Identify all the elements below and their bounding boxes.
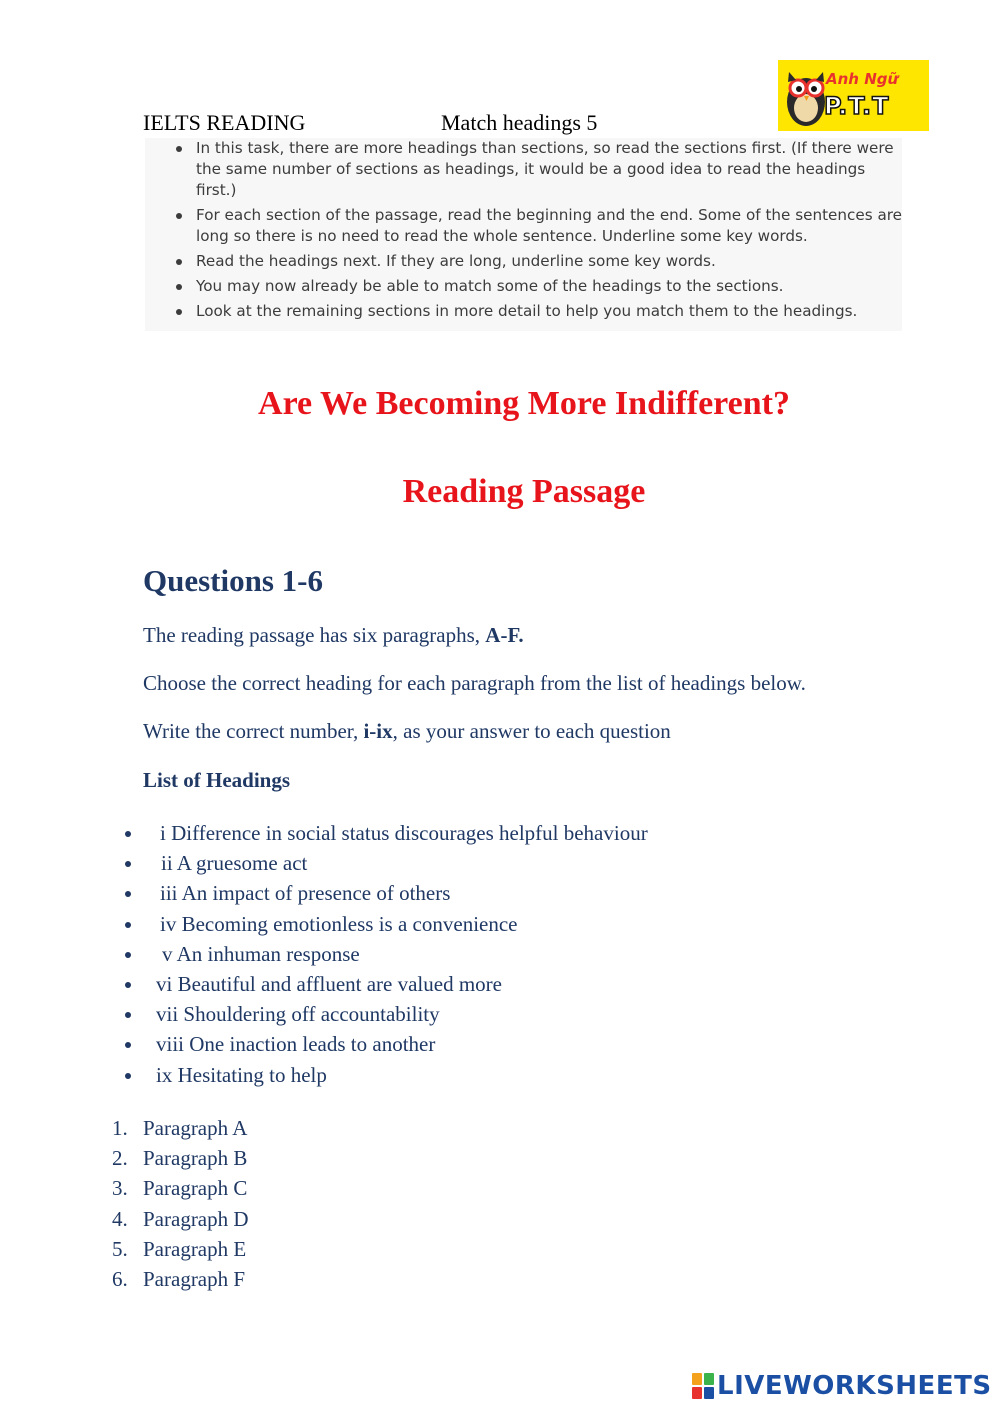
bullet-icon: [125, 982, 131, 988]
write-instruction: [143, 719, 671, 744]
liveworksheets-brand: LIVEWORKSHEETS: [717, 1371, 992, 1401]
question-label: Paragraph B: [143, 1146, 248, 1171]
header-subject: IELTS READING: [143, 110, 306, 135]
intro-text: [143, 623, 524, 648]
write-prefix: Write the correct number,: [143, 719, 364, 743]
intro-prefix: The reading passage has six paragraphs,: [143, 623, 486, 647]
heading-text: vii Shouldering off accountability: [156, 1002, 440, 1027]
intro-bold: A-F.: [485, 623, 524, 647]
logo-brand-text: Anh Ngữ: [826, 70, 899, 88]
liveworksheets-footer[interactable]: [692, 1371, 992, 1401]
ptt-logo: [778, 60, 929, 131]
passage-title: Are We Becoming More Indifferent?: [258, 385, 790, 422]
question-number: 2.: [112, 1146, 128, 1171]
heading-text: viii One inaction leads to another: [156, 1032, 436, 1057]
bullet-icon: [125, 1073, 131, 1079]
tips-box: [145, 138, 902, 331]
bullet-icon: [125, 831, 131, 837]
instruction-text: Choose the correct heading for each paragraph from the list of headings below.: [143, 671, 806, 695]
bullet-icon: [125, 922, 131, 928]
question-number: 5.: [112, 1236, 128, 1261]
header-worksheet-title: Match headings 5: [441, 110, 598, 135]
bullet-icon: [125, 891, 131, 897]
question-label: Paragraph D: [143, 1206, 249, 1231]
heading-text: ii A gruesome act: [161, 851, 308, 876]
question-number: 4.: [112, 1206, 128, 1231]
question-label: Paragraph C: [143, 1176, 248, 1201]
tips-list: [145, 138, 902, 322]
question-number: 1.: [112, 1116, 128, 1140]
list-of-headings-label: List of Headings: [143, 768, 291, 792]
question-label: Paragraph E: [143, 1236, 247, 1261]
bullet-icon: [125, 1012, 131, 1018]
tip-item: In this task, there are more headings than sections, so read the sections first. (If there were the same number of sections as headings, it would be a good idea to read the headings first.): [196, 138, 902, 201]
bullet-icon: [125, 861, 131, 867]
heading-text: v An inhuman response: [162, 941, 360, 966]
heading-text: i Difference in social status discourages helpful behaviour: [160, 821, 648, 845]
heading-text: vi Beautiful and affluent are valued more: [156, 971, 502, 996]
question-label: Paragraph F: [143, 1266, 246, 1291]
heading-text: ix Hesitating to help: [156, 1062, 327, 1087]
question-number: 3.: [112, 1176, 128, 1201]
tip-item: For each section of the passage, read the beginning and the end. Some of the sentences are long so there is no need to read the whole sentence. Underline some key words.: [196, 206, 903, 245]
bullet-icon: [125, 1042, 131, 1048]
questions-heading: Questions 1-6: [143, 563, 323, 598]
logo-name-text: P.T.T: [824, 92, 890, 120]
heading-text: iv Becoming emotionless is a convenience: [160, 911, 518, 936]
tip-item: Read the headings next. If they are long, underline some key words.: [196, 251, 902, 272]
question-number: 6.: [112, 1266, 128, 1291]
passage-subtitle: Reading Passage: [402, 473, 646, 510]
question-label: Paragraph A: [143, 1116, 248, 1140]
heading-text: iii An impact of presence of others: [160, 881, 451, 906]
write-suffix: , as your answer to each question: [392, 719, 671, 743]
tip-item: You may now already be able to match some of the headings to the sections.: [196, 276, 902, 297]
write-bold: i-ix: [363, 719, 393, 743]
liveworksheets-badge-icon: [692, 1373, 714, 1399]
tip-item: Look at the remaining sections in more detail to help you match them to the headings.: [196, 301, 902, 322]
bullet-icon: [125, 952, 131, 958]
